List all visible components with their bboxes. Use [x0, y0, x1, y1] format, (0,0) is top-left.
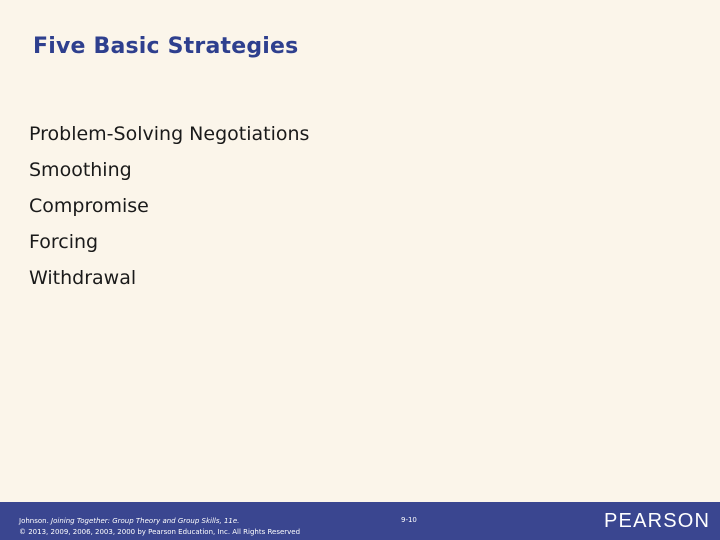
footer-bar: [0, 502, 720, 540]
list-item: Compromise: [29, 195, 149, 217]
citation-book-title: Joining Together: Group Theory and Group Skills, 11e.: [51, 517, 240, 525]
strategy-list: [29, 122, 309, 302]
footer-citation: [19, 516, 300, 538]
list-item: Withdrawal: [29, 267, 137, 289]
page-number: 9-10: [401, 516, 417, 524]
list-item: Forcing: [29, 231, 99, 253]
slide-title: Five Basic Strategies: [33, 34, 299, 59]
list-item: Smoothing: [29, 159, 132, 181]
pearson-logo: PEARSON: [604, 510, 711, 532]
citation-line: [19, 516, 300, 527]
citation-author: Johnson.: [19, 517, 52, 525]
list-item: Problem-Solving Negotiations: [29, 123, 310, 145]
copyright-line: © 2013, 2009, 2006, 2003, 2000 by Pearson Education, Inc. All Rights Reserved: [19, 528, 301, 536]
